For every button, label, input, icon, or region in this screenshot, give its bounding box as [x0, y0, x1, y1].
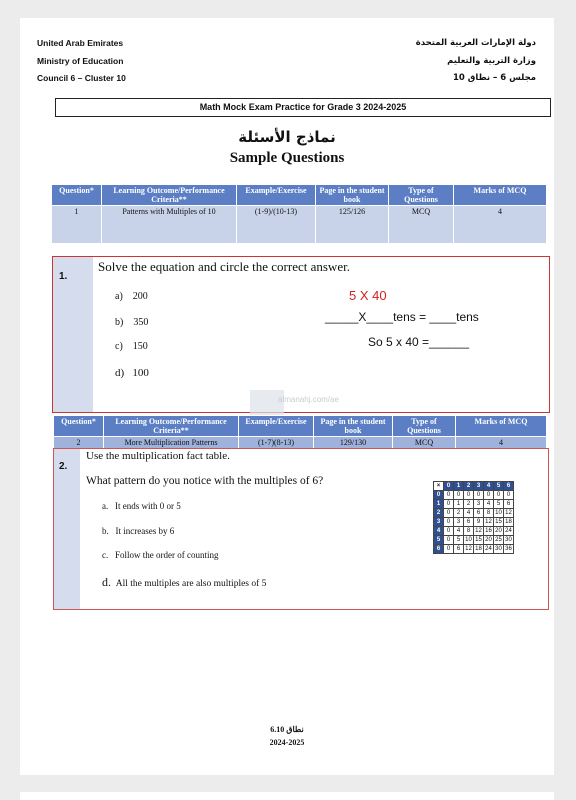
question1-prompt: Solve the equation and circle the correct answer. — [98, 259, 350, 274]
product-cell: 6 — [454, 545, 464, 554]
product-cell: 30 — [505, 537, 512, 543]
question2-prompt: What pattern do you notice with the multiples of 6? — [86, 475, 324, 487]
header-ministry-ar: وزارة التربية والتعليم — [447, 56, 536, 66]
col-header: Example/Exercise — [237, 185, 316, 206]
product-cell: 0 — [444, 527, 454, 536]
column-header: 1 — [454, 482, 464, 491]
option-c[interactable] — [102, 550, 218, 560]
col-header: Page in the student book — [316, 185, 389, 206]
product-cell: 20 — [495, 528, 502, 534]
table-cell: 125/126 — [316, 206, 389, 244]
option-letter: c. — [102, 550, 109, 560]
product-cell: 30 — [495, 546, 502, 552]
multiplication-fact-table — [433, 481, 514, 554]
header-ministry: Ministry of Education — [37, 56, 124, 66]
option-letter: b. — [102, 526, 109, 536]
question-number-cell — [54, 449, 80, 609]
product-cell: 8 — [464, 527, 474, 536]
col-header: Question* — [54, 416, 104, 437]
col-header: Marks of MCQ — [454, 185, 547, 206]
product-cell: 10 — [465, 537, 472, 543]
col-header: Page in the student book — [314, 416, 393, 437]
product-cell: 12 — [465, 546, 472, 552]
product-cell: 10 — [495, 510, 502, 516]
question2-info-table — [53, 415, 547, 449]
product-cell: 0 — [444, 509, 454, 518]
option-letter: a) — [115, 291, 123, 302]
col-header: Type of Questions — [393, 416, 456, 437]
product-cell: 8 — [484, 509, 494, 518]
option-text: 100 — [132, 367, 149, 379]
option-text: 150 — [132, 341, 148, 352]
row-header: 6 — [434, 545, 444, 554]
col-header: Example/Exercise — [239, 416, 314, 437]
column-header: 0 — [444, 482, 454, 491]
option-a[interactable] — [102, 501, 181, 511]
table-cell: 4 — [456, 437, 547, 449]
table-cell: MCQ — [389, 206, 454, 244]
product-cell: 0 — [484, 491, 494, 500]
exam-title-box: Math Mock Exam Practice for Grade 3 2024-2025 — [55, 98, 551, 117]
header-council-ar: مجلس 6 – نطاق 10 — [453, 73, 536, 83]
option-text: It ends with 0 or 5 — [115, 501, 181, 511]
product-cell: 4 — [464, 509, 474, 518]
column-header: 6 — [504, 482, 514, 491]
exam-page — [20, 18, 554, 775]
option-text: It increases by 6 — [115, 526, 175, 536]
option-text: Follow the order of counting — [115, 550, 219, 560]
product-cell: 0 — [464, 491, 474, 500]
question-number: 1. — [59, 271, 68, 282]
product-cell: 3 — [454, 518, 464, 527]
product-cell: 0 — [444, 536, 454, 545]
product-cell: 6 — [464, 518, 474, 527]
option-d[interactable] — [102, 575, 266, 590]
row-header: 3 — [434, 518, 444, 527]
header-council: Council 6 – Cluster 10 — [37, 73, 126, 83]
option-letter: a. — [102, 501, 109, 511]
option-b[interactable] — [115, 317, 148, 328]
table-cell: Patterns with Multiples of 10 — [102, 206, 237, 244]
table-cell: 2 — [54, 437, 104, 449]
product-cell: 20 — [485, 537, 492, 543]
tens-work-line: _____X____tens = ____tens — [325, 310, 479, 324]
product-cell: 0 — [444, 491, 454, 500]
product-cell: 24 — [505, 528, 512, 534]
table-cell: MCQ — [393, 437, 456, 449]
option-letter: d. — [102, 575, 111, 589]
col-header: Learning Outcome/Performance Criteria** — [104, 416, 239, 437]
col-header: Marks of MCQ — [456, 416, 547, 437]
product-cell: 0 — [444, 500, 454, 509]
row-header: 1 — [434, 500, 444, 509]
product-cell: 12 — [485, 519, 492, 525]
column-header: 2 — [464, 482, 474, 491]
product-cell: 4 — [484, 500, 494, 509]
product-cell: 15 — [495, 519, 502, 525]
col-header: Question* — [52, 185, 102, 206]
product-cell: 0 — [504, 491, 514, 500]
question-number-cell — [53, 257, 93, 412]
corner-cell: × — [434, 482, 444, 491]
option-letter: b) — [115, 317, 124, 328]
product-cell: 3 — [474, 500, 484, 509]
row-header: 0 — [434, 491, 444, 500]
footer-year: 2024-2025 — [269, 738, 305, 747]
handwritten-equation: 5 X 40 — [349, 288, 387, 303]
product-cell: 6 — [504, 500, 514, 509]
option-text: 350 — [133, 317, 149, 328]
product-cell: 9 — [474, 518, 484, 527]
option-text: All the multiples are also multiples of 5 — [115, 579, 267, 589]
question1-box — [52, 256, 550, 413]
question1-info-table — [51, 184, 547, 244]
option-c[interactable] — [115, 341, 148, 352]
table-cell: 129/130 — [314, 437, 393, 449]
product-cell: 15 — [475, 537, 482, 543]
product-cell: 5 — [454, 536, 464, 545]
option-text: 200 — [132, 291, 148, 302]
product-cell: 5 — [494, 500, 504, 509]
product-cell: 12 — [505, 510, 512, 516]
product-cell: 2 — [454, 509, 464, 518]
product-cell: 24 — [485, 546, 492, 552]
footer-cluster: نطاق 6.10 — [270, 725, 304, 734]
question2-instruction: Use the multiplication fact table. — [86, 450, 230, 462]
question-number: 2. — [59, 461, 68, 472]
product-cell: 12 — [475, 528, 482, 534]
product-cell: 1 — [454, 500, 464, 509]
product-cell: 0 — [454, 491, 464, 500]
sample-questions-title: Sample Questions — [229, 150, 345, 166]
answer-work-line: So 5 x 40 =______ — [368, 335, 470, 349]
row-header: 5 — [434, 536, 444, 545]
product-cell: 4 — [454, 527, 464, 536]
next-page-edge — [20, 792, 554, 800]
column-header: 5 — [494, 482, 504, 491]
table-cell: (1-9)/(10-13) — [237, 206, 316, 244]
table-cell: More Multiplication Patterns — [104, 437, 239, 449]
row-header: 4 — [434, 527, 444, 536]
product-cell: 36 — [505, 546, 512, 552]
table-cell: 1 — [52, 206, 102, 244]
watermark-text: almanahj.com/ae — [278, 395, 339, 404]
header-country: United Arab Emirates — [37, 38, 124, 48]
product-cell: 25 — [495, 537, 502, 543]
option-letter: d) — [115, 367, 125, 379]
arabic-title: نماذج الأسئلة — [238, 128, 336, 146]
option-b[interactable] — [102, 526, 174, 536]
col-header: Learning Outcome/Performance Criteria** — [102, 185, 237, 206]
product-cell: 16 — [485, 528, 492, 534]
col-header: Type of Questions — [389, 185, 454, 206]
column-header: 3 — [474, 482, 484, 491]
option-a[interactable] — [115, 291, 148, 302]
product-cell: 0 — [444, 518, 454, 527]
option-d[interactable] — [115, 367, 149, 379]
product-cell: 0 — [444, 545, 454, 554]
header-country-ar: دولة الإمارات العربية المتحدة — [415, 38, 536, 48]
product-cell: 18 — [475, 546, 482, 552]
table-cell: 4 — [454, 206, 547, 244]
option-letter: c) — [115, 341, 123, 352]
product-cell: 2 — [464, 500, 474, 509]
product-cell: 6 — [474, 509, 484, 518]
product-cell: 0 — [494, 491, 504, 500]
row-header: 2 — [434, 509, 444, 518]
product-cell: 0 — [474, 491, 484, 500]
product-cell: 18 — [505, 519, 512, 525]
table-cell: (1-7)(8-13) — [239, 437, 314, 449]
column-header: 4 — [484, 482, 494, 491]
